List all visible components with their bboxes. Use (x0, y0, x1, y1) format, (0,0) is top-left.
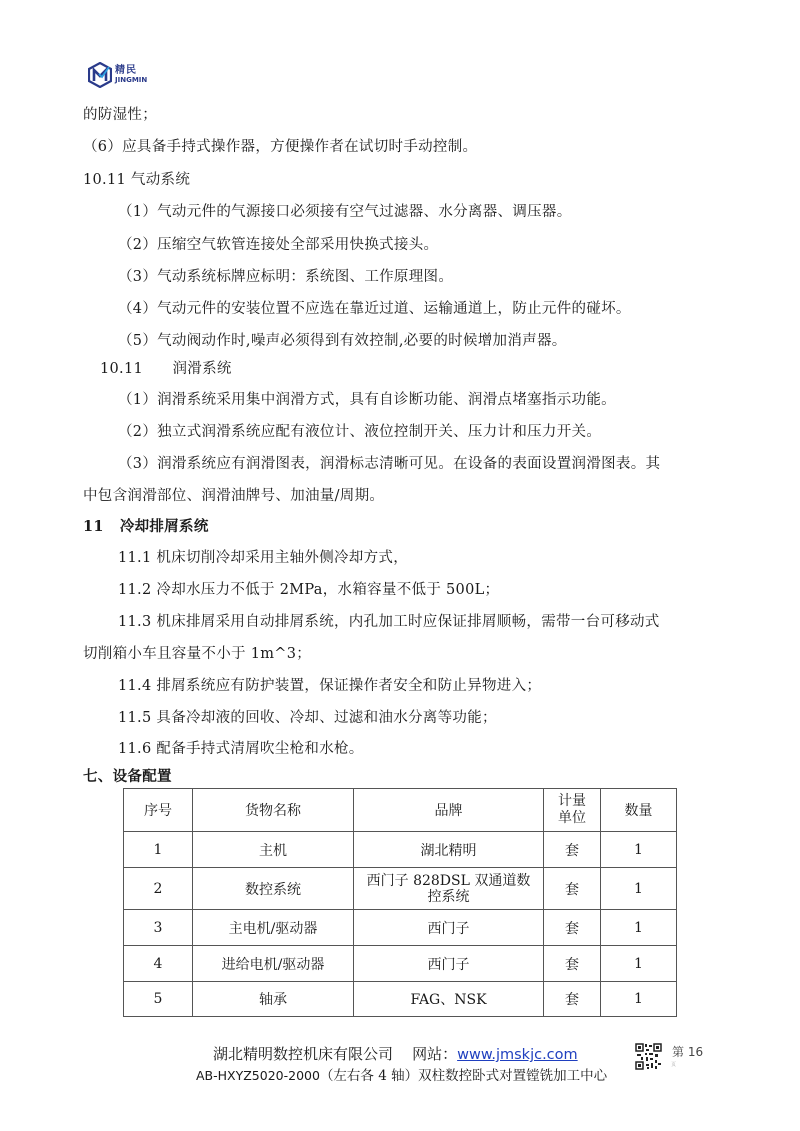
page-number-value: 16 (687, 1045, 704, 1059)
paragraph-line: （6）应具备手持式操作器，方便操作者在试切时手动控制。 (83, 139, 478, 155)
paragraph-line: 切削箱小车且容量不小于 1m^3； (83, 646, 312, 662)
paragraph-line: （3）润滑系统应有润滑图表，润滑标志清晰可见。在设备的表面设置润滑图表。其 (118, 456, 661, 472)
paragraph-line: 11.6 配备手持式清屑吹尘枪和水枪。 (118, 741, 364, 757)
cell-quantity: 1 (601, 946, 677, 982)
section-heading: 七、设备配置 (83, 768, 172, 785)
cell-brand-line2: 控系统 (427, 888, 470, 905)
footer-company-line (213, 1043, 578, 1064)
equipment-config-table (123, 788, 677, 1017)
table-row (124, 946, 677, 982)
paragraph-line: 11.3 机床排屑采用自动排屑系统，内孔加工时应保证排屑顺畅，需带一台可移动式 (118, 614, 660, 630)
cell-brand-line1: 西门子 828DSL 双通道数 (366, 872, 531, 889)
jingmin-logo-icon (88, 62, 112, 88)
page-number (672, 1043, 703, 1060)
paragraph-line: （4）气动元件的安装位置不应选在靠近过道、运输通道上，防止元件的碰坏。 (118, 301, 631, 317)
header-unit-line1: 计量 (558, 793, 586, 809)
qr-code-icon (635, 1043, 662, 1070)
cell-unit: 套 (544, 832, 601, 868)
cell-index: 3 (124, 910, 193, 946)
cell-index: 1 (124, 832, 193, 868)
header-goods-name: 货物名称 (193, 789, 354, 832)
cell-quantity: 1 (601, 910, 677, 946)
table-row (124, 982, 677, 1017)
logo-en-text: JINGMIN (115, 76, 148, 84)
paragraph-line: 11.1 机床切削冷却采用主轴外侧冷却方式， (118, 550, 408, 566)
cell-quantity: 1 (601, 982, 677, 1017)
cell-unit: 套 (544, 868, 601, 910)
paragraph-line: 11.5 具备冷却液的回收、冷却、过滤和油水分离等功能； (118, 710, 497, 726)
table-row (124, 868, 677, 910)
cell-brand: FAG、NSK (354, 982, 544, 1017)
paragraph-line: 11.4 排屑系统应有防护装置，保证操作者安全和防止异物进入； (118, 678, 542, 694)
footer-company-name: 湖北精明数控机床有限公司 (213, 1045, 394, 1063)
footer-model-code: AB-HXYZ5020-2000 (196, 1068, 320, 1083)
cell-index: 2 (124, 868, 193, 910)
footer-website-label: 网站： (412, 1045, 458, 1063)
page-suffix: 页 (671, 1062, 677, 1068)
cell-index: 5 (124, 982, 193, 1017)
footer-website-link[interactable]: www.jmskjc.com (457, 1047, 578, 1063)
footer-model-desc: （左右各 4 轴）双柱数控卧式对置镗铣加工中心 (319, 1068, 608, 1084)
paragraph-line: （2）压缩空气软管连接处全部采用快换式接头。 (118, 237, 439, 253)
page-prefix: 第 (672, 1045, 685, 1059)
footer-model-line (196, 1064, 607, 1084)
cell-goods-name: 轴承 (193, 982, 354, 1017)
cell-goods-name: 主机 (193, 832, 354, 868)
header-unit (544, 789, 601, 832)
paragraph-line: 11.2 冷却水压力不低于 2MPa，水箱容量不低于 500L； (118, 582, 500, 598)
cell-goods-name: 主电机/驱动器 (193, 910, 354, 946)
header-index: 序号 (124, 789, 193, 832)
paragraph-line: （1）润滑系统采用集中润滑方式，具有自诊断功能、润滑点堵塞指示功能。 (118, 392, 616, 408)
cell-brand: 西门子 (354, 910, 544, 946)
section-heading: 11 冷却排屑系统 (83, 518, 209, 535)
cell-unit: 套 (544, 910, 601, 946)
paragraph-line: 中包含润滑部位、润滑油牌号、加油量/周期。 (83, 488, 385, 504)
cell-brand: 西门子 (354, 946, 544, 982)
table-row (124, 832, 677, 868)
cell-brand (354, 868, 544, 910)
cell-brand: 湖北精明 (354, 832, 544, 868)
table-header-row (124, 789, 677, 832)
cell-unit: 套 (544, 946, 601, 982)
cell-quantity: 1 (601, 868, 677, 910)
section-heading: 10.11 气动系统 (83, 172, 191, 188)
company-logo (88, 60, 178, 90)
cell-goods-name: 进给电机/驱动器 (193, 946, 354, 982)
cell-quantity: 1 (601, 832, 677, 868)
paragraph-line: 的防湿性； (83, 107, 157, 123)
header-quantity: 数量 (601, 789, 677, 832)
paragraph-line: （5）气动阀动作时,噪声必须得到有效控制,必要的时候增加消声器。 (118, 333, 567, 349)
header-brand: 品牌 (354, 789, 544, 832)
paragraph-line: （2）独立式润滑系统应配有液位计、液位控制开关、压力计和压力开关。 (118, 424, 602, 440)
cell-unit: 套 (544, 982, 601, 1017)
cell-goods-name: 数控系统 (193, 868, 354, 910)
paragraph-line: （3）气动系统标牌应标明：系统图、工作原理图。 (118, 269, 454, 285)
section-heading: 10.11 润滑系统 (100, 361, 232, 377)
cell-index: 4 (124, 946, 193, 982)
header-unit-line2: 单位 (558, 810, 586, 826)
paragraph-line: （1）气动元件的气源接口必须接有空气过滤器、水分离器、调压器。 (118, 204, 572, 220)
table-row (124, 910, 677, 946)
logo-cn-text: 精民 (115, 65, 137, 76)
